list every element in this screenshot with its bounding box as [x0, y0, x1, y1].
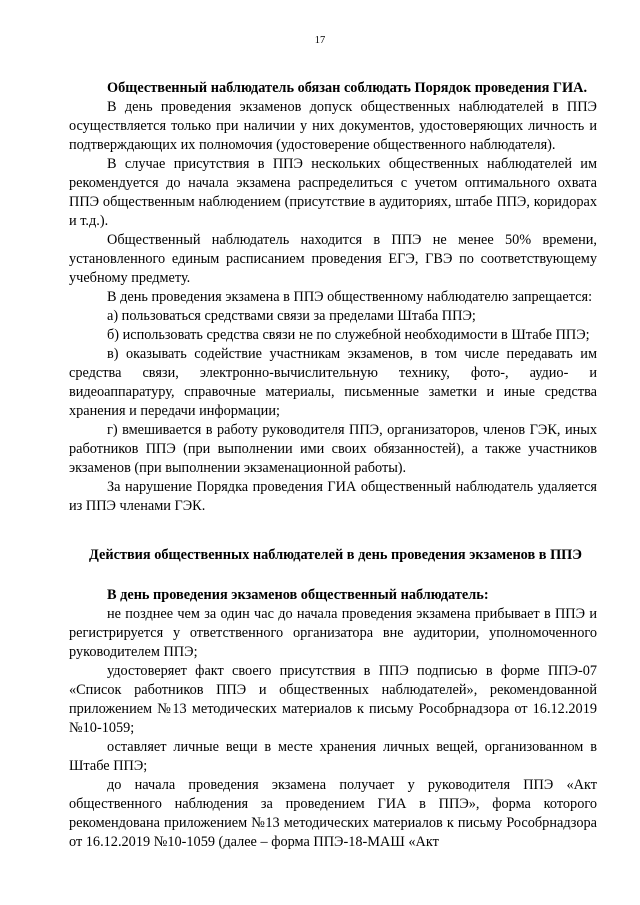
paragraph-presence-time: Общественный наблюдатель находится в ППЭ не менее 50% времени, установленного единым расписанием проведения ЕГЭ, ГВЭ по соответствующему учебному предмету. [69, 232, 597, 286]
spacer [69, 516, 597, 546]
paragraph-removal: За нарушение Порядка проведения ГИА общественный наблюдатель удаляется из ППЭ членами ГЭК. [69, 479, 597, 514]
prohibition-item-a: а) пользоваться средствами связи за пределами Штаба ППЭ; [107, 308, 476, 324]
section-heading-obligation: Общественный наблюдатель обязан соблюдать Порядок проведения ГИА. [107, 80, 588, 96]
action-item-signature: удостоверяет факт своего присутствия в ППЭ подписью в форме ППЭ-07 «Список работников ППЭ и общественных наблюдателей», рекомендованной приложением №13 методических материалов к письму Рособрнадзора от 16.12.2019 №10-1059; [69, 663, 597, 736]
paragraph-multiple-observers: В случае присутствия в ППЭ нескольких общественных наблюдателей им рекомендуется до начала экзамена распределиться с учетом оптимального охвата ППЭ общественным наблюдением (присутствие в аудиториях, штабе ППЭ, коридорах и т.д.). [69, 156, 597, 229]
spacer [69, 565, 597, 586]
paragraph-admission: В день проведения экзаменов допуск общественных наблюдателей в ППЭ осуществляется только при наличии у них документов, удостоверяющих личность и подтверждающих их полномочия (удостоверение общественного наблюдателя). [69, 99, 597, 153]
paragraph-prohibitions-intro: В день проведения экзамена в ППЭ общественному наблюдателю запрещается: [107, 289, 593, 305]
action-item-belongings: оставляет личные вещи в месте хранения личных вещей, организованном в Штабе ППЭ; [69, 739, 597, 774]
section-heading-actions: Действия общественных наблюдателей в день проведения экзаменов в ППЭ [89, 547, 583, 563]
prohibition-item-c: в) оказывать содействие участникам экзаменов, в том числе передавать им средства связи, электронно-вычислительную технику, фото-, аудио- и видеоаппаратуру, справочные материалы, письменные заметки и иные средства хранения и передачи информации; [69, 346, 597, 419]
prohibition-item-b: б) использовать средства связи не по служебной необходимости в Штабе ППЭ; [107, 327, 590, 343]
subheading-exam-day: В день проведения экзаменов общественный наблюдатель: [107, 587, 489, 603]
page-number: 17 [314, 35, 326, 46]
page-content [69, 79, 597, 852]
action-item-arrival: не позднее чем за один час до начала проведения экзамена прибывает в ППЭ и регистрируется у ответственного организатора вне аудитории, уполномоченного руководителем ППЭ; [69, 606, 597, 660]
prohibition-item-d: г) вмешивается в работу руководителя ППЭ, организаторов, членов ГЭК, иных работников ППЭ (при выполнении ими своих обязанностей), а также участников экзаменов (при выполнении экзаменационной работы). [69, 422, 597, 476]
action-item-act-form: до начала проведения экзамена получает у руководителя ППЭ «Акт общественного наблюдения за проведением ГИА в ППЭ», форма которого рекомендована приложением №13 методических материалов к письму Рособрнадзора от 16.12.2019 №10-1059 (далее – форма ППЭ-18-МАШ «Акт [69, 777, 597, 850]
